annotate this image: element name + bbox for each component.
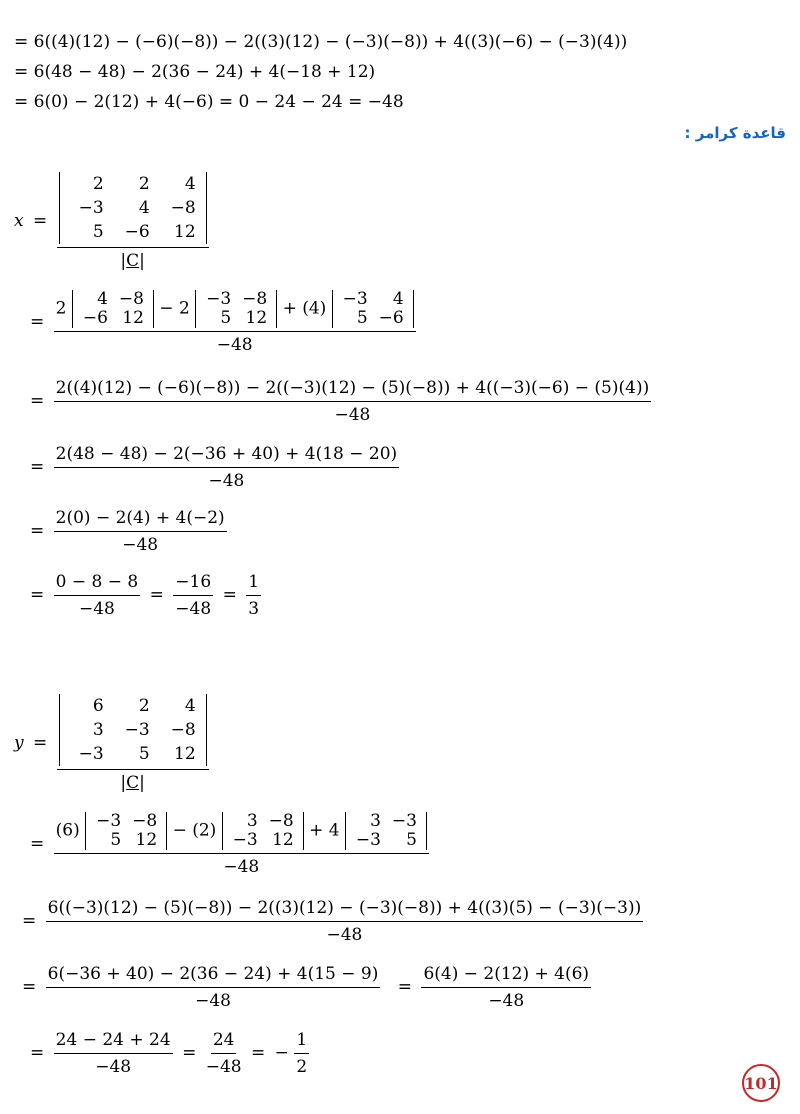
y-step-3: = 6((−3)(12) − (5)(−8)) − 2((3)(12) − (−3)(−8)) + 4((3)(5) − (−3)(−3)) −48 bbox=[22, 898, 642, 945]
y-variable: y bbox=[14, 733, 24, 753]
y-determinant: 6 2 4 3 −3 −8 −3 5 12 bbox=[59, 694, 207, 766]
y-denominator: C bbox=[126, 773, 140, 793]
y-expansion: = (6) −3 −8 5 12 − (2) 3 −8 −3 12 + 4 3 −3 −3 5 −48 bbox=[26, 812, 429, 877]
x-definition: x = 2 2 4 −3 4 −8 5 −6 12 |C| bbox=[14, 172, 209, 271]
top-line-1: = 6((4)(12) − (−6)(−8)) − 2((3)(12) − (−3)(−8)) + 4((3)(−6) − (−3)(4)) bbox=[14, 32, 628, 52]
page-number-badge: 101 bbox=[742, 1064, 780, 1102]
x-step-3: = 2((4)(12) − (−6)(−8)) − 2((−3)(12) − (5)(−8)) + 4((−3)(−6) − (5)(4)) −48 bbox=[30, 378, 650, 425]
x-expansion: = 2 4 −8 −6 12 − 2 −3 −8 5 12 + (4) −3 4 5 −6 −48 bbox=[26, 290, 416, 355]
top-line-3: = 6(0) − 2(12) + 4(−6) = 0 − 24 − 24 = −48 bbox=[14, 92, 404, 112]
x-step-4: = $\frac{2(48 - 48) - 2(-36 + 40) + 4(18 - 20)}{-48}$ bbox=[30, 444, 398, 491]
y-step-4: = $\frac{6(-36 + 40) - 2(36 - 24) + 4(15 - 9)}{-48}$ = $\frac{6(4) - 2(12) + 4(6)}{-48}$ bbox=[22, 964, 590, 1011]
top-line-2: = 6(48 − 48) − 2(36 − 24) + 4(−18 + 12) bbox=[14, 62, 376, 82]
y-final: = $\frac{24 - 24 + 24}{-48}$ = $\frac{24}{-48}$ = − $\frac{1}{2}$ bbox=[30, 1030, 308, 1077]
cramer-heading: قاعدة كرامر : bbox=[684, 124, 786, 142]
x-variable: x bbox=[14, 211, 24, 231]
x-final: = $\frac{0 - 8 - 8}{-48}$ = $\frac{-16}{-48}$ = $\frac{1}{3}$ bbox=[30, 572, 260, 619]
x-denominator: C bbox=[126, 251, 140, 271]
x-determinant: 2 2 4 −3 4 −8 5 −6 12 bbox=[59, 172, 207, 244]
y-definition: y = 6 2 4 3 −3 −8 −3 5 12 |C| bbox=[14, 694, 209, 793]
x-step-5: = $\frac{2(0) - 2(4) + 4(-2)}{-48}$ bbox=[30, 508, 225, 555]
